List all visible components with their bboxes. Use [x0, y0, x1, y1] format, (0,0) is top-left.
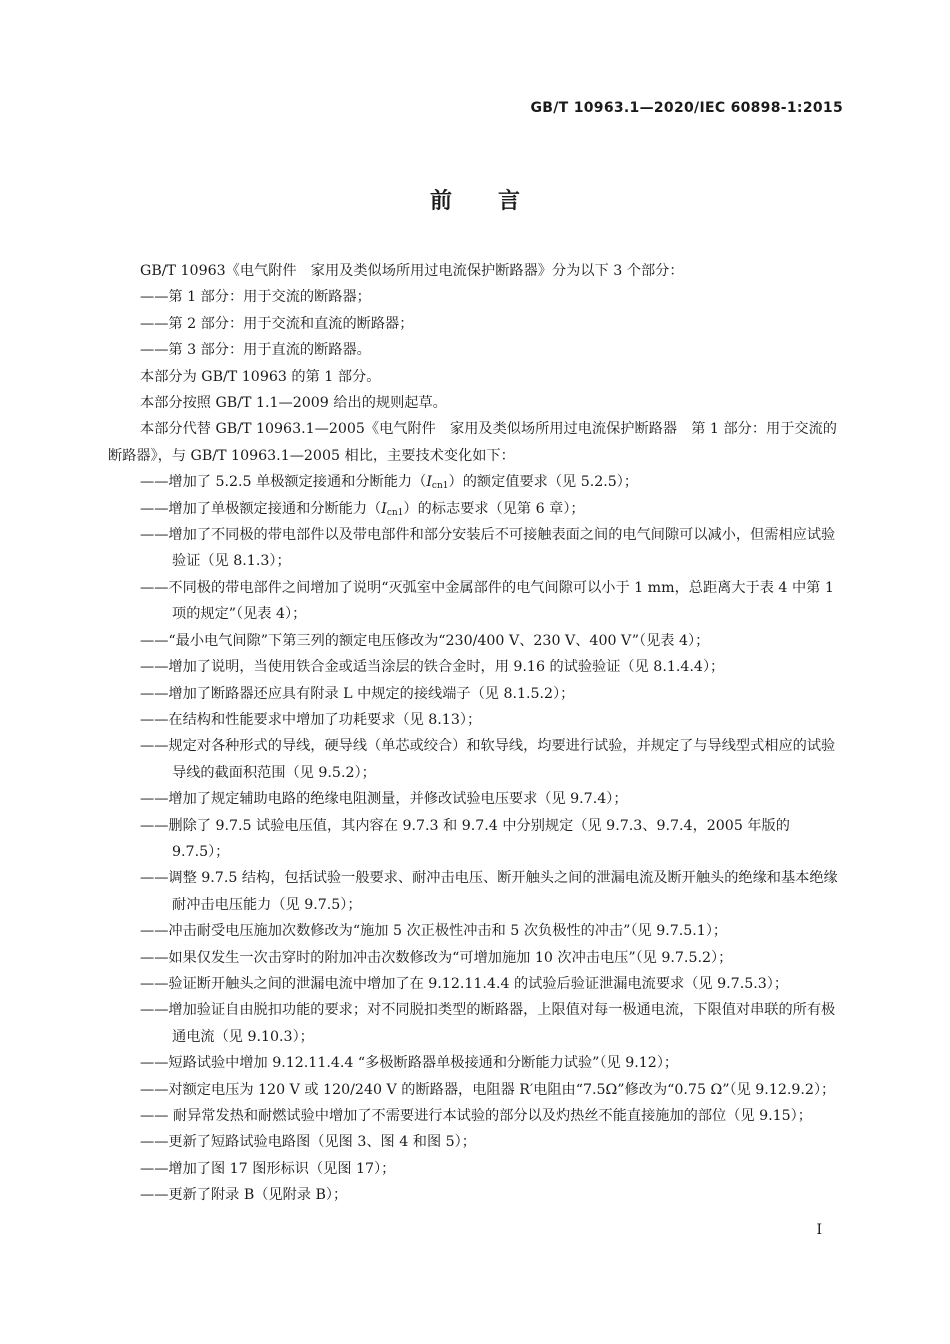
list-item: ——调整 9.7.5 结构，包括试验一般要求、耐冲击电压、断开触头之间的泄漏电流及断开触头的绝缘和基本绝缘耐冲击电压能力（见 9.7.5）； [140, 870, 838, 913]
list-item: ——增加验证自由脱扣功能的要求；对不同脱扣类型的断路器，上限值对每一极通电流，下限值对串联的所有极通电流（见 9.10.3）； [140, 1002, 836, 1045]
preface-body [108, 258, 843, 1209]
list-item: ——第 3 部分：用于直流的断路器。 [140, 342, 371, 359]
page-number: I [816, 1222, 822, 1238]
standard-number: GB/T 10963.1—2020/IEC 60898-1:2015 [530, 100, 843, 116]
symbol: I [381, 500, 387, 517]
list-item: ——不同极的带电部件之间增加了说明“灭弧室中金属部件的电气间隙可以小于 1 mm，总距离大于表 4 中第 1 项的规定”（见表 4）； [140, 579, 834, 623]
text-segment: ）的标志要求（见第 6 章）； [403, 500, 585, 517]
list-item: ——删除了 9.7.5 试验电压值，其内容在 9.7.3 和 9.7.4 中分别规定（见 9.7.3、9.7.4，2005 年版的 9.7.5）； [140, 817, 790, 860]
paragraph: 本部分为 GB/T 10963 的第 1 部分。 [140, 368, 381, 385]
list-item: ——在结构和性能要求中增加了功耗要求（见 8.13）； [140, 711, 482, 728]
list-item: —— 耐异常发热和耐燃试验中增加了不需要进行本试验的部分以及灼热丝不能直接施加的部位（见 9.15）； [140, 1108, 812, 1124]
symbol-subscript: cn1 [386, 507, 404, 518]
list-item: ——冲击耐受电压施加次数修改为“施加 5 次正极性冲击和 5 次负极性的冲击”（见 9.7.5.1）； [140, 923, 728, 940]
list-item: ——“最小电气间隙”下第三列的额定电压修改为“230/400 V、230 V、400 V”（见表 4）； [140, 632, 710, 649]
list-item: ——更新了短路试验电路图（见图 3、图 4 和图 5）； [140, 1134, 476, 1151]
list-item: ——增加了说明，当使用铁合金或适当涂层的铁合金时，用 9.16 的试验验证（见 8.1.4.4）； [140, 659, 725, 676]
text-segment: ——增加了单极额定接通和分断能力（ [140, 500, 382, 517]
list-item: ——规定对各种形式的导线，硬导线（单芯或绞合）和软导线，均要进行试验，并规定了与导线型式相应的试验导线的截面积范围（见 9.5.2）； [140, 738, 836, 781]
list-item [108, 496, 843, 522]
list-item: ——增加了断路器还应具有附录 L 中规定的接线端子（见 8.1.5.2）； [140, 685, 575, 702]
list-item: ——验证断开触头之间的泄漏电流中增加了在 9.12.11.4.4 的试验后验证泄漏电流要求（见 9.7.5.3）； [140, 975, 789, 992]
list-item: ——第 2 部分：用于交流和直流的断路器； [140, 315, 414, 332]
list-item: ——如果仅发生一次击穿时的附加冲击次数修改为“可增加施加 10 次冲击电压”（见 9.7.5.2）； [140, 949, 733, 966]
list-item: ——短路试验中增加 9.12.11.4.4 “多极断路器单极接通和分断能力试验”（见 9.12）； [140, 1055, 679, 1072]
text-segment: ）的额定值要求（见 5.2.5）； [448, 474, 639, 491]
paragraph: 本部分按照 GB/T 1.1—2009 给出的规则起草。 [140, 395, 447, 412]
list-item: ——更新了附录 B（见附录 B）； [140, 1187, 348, 1204]
symbol: I [426, 474, 432, 491]
list-item: ——对额定电压为 120 V 或 120/240 V 的断路器，电阻器 R′电阻由“7.5Ω”修改为“0.75 Ω”（见 9.12.9.2）； [140, 1081, 836, 1098]
paragraph: 本部分代替 GB/T 10963.1—2005《电气附件 家用及类似场所用过电流保护断路器 第 1 部分：用于交流的断路器》，与 GB/T 10963.1—2005 相比，主要技术变化如下： [108, 421, 837, 464]
symbol-subscript: cn1 [431, 481, 449, 492]
list-item [108, 469, 843, 495]
list-item: ——第 1 部分：用于交流的断路器； [140, 289, 371, 306]
text-segment: ——增加了 5.2.5 单极额定接通和分断能力（ [140, 474, 427, 491]
page-title: 前言 [429, 189, 566, 214]
list-item: ——增加了图 17 图形标识（见图 17）； [140, 1160, 396, 1177]
paragraph: GB/T 10963《电气附件 家用及类似场所用过电流保护断路器》分为以下 3 个部分： [140, 263, 684, 279]
list-item: ——增加了不同极的带电部件以及带电部件和部分安装后不可接触表面之间的电气间隙可以减小，但需相应试验验证（见 8.1.3）； [140, 527, 836, 570]
list-item: ——增加了规定辅助电路的绝缘电阻测量，并修改试验电压要求（见 9.7.4）； [140, 791, 628, 808]
